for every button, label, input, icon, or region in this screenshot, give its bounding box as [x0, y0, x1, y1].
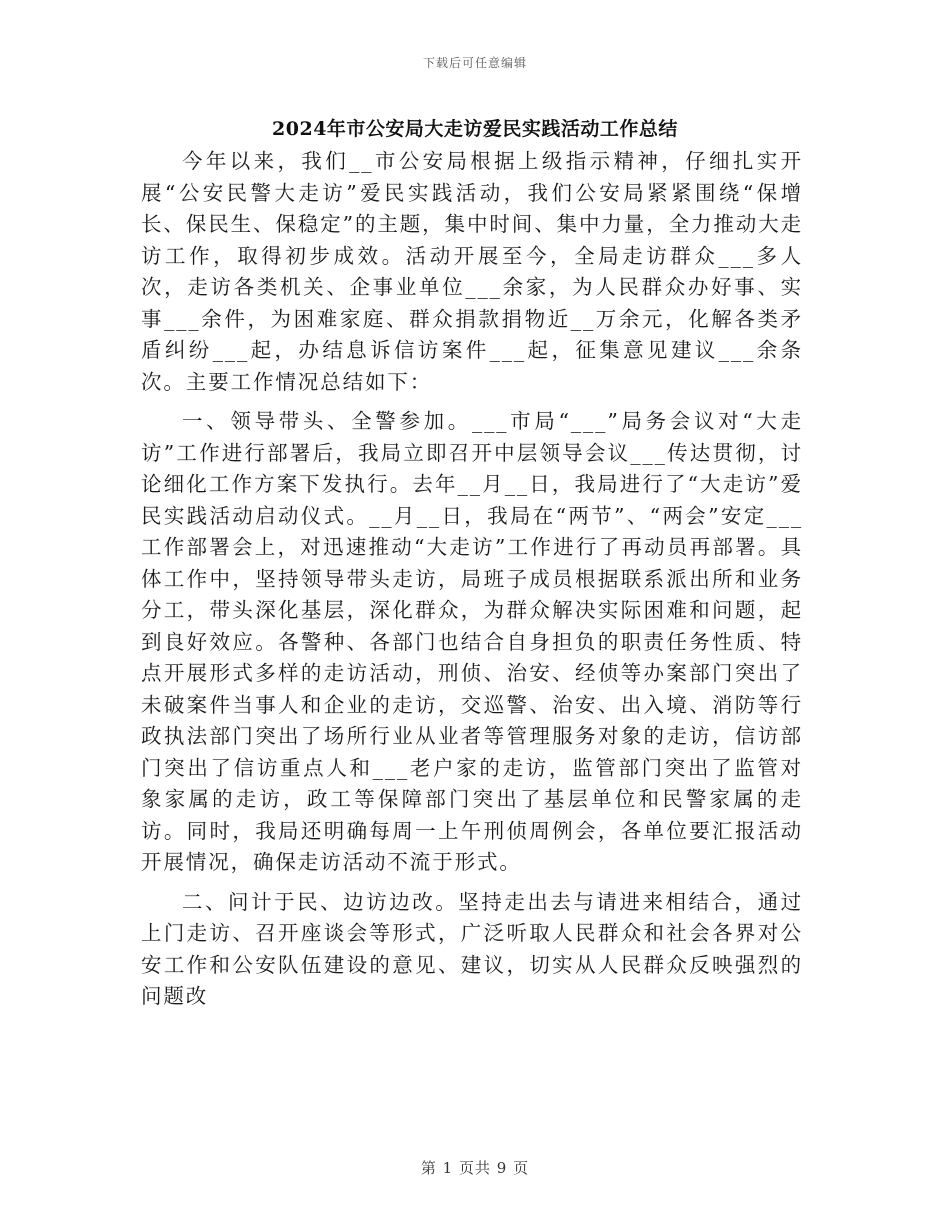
- document-title: 2024年市公安局大走访爱民实践活动工作总结: [272, 118, 678, 140]
- document-body: [141, 146, 803, 1013]
- download-note: 下载后可任意编辑: [422, 56, 527, 70]
- paragraph-intro: 今年以来，我们__市公安局根据上级指示精神，仔细扎实开展“公安民警大走访”爱民实践活动，我们公安局紧紧围绕“保增长、保民生、保稳定”的主题，集中时间、集中力量，全力推动大走访工作，取得初步成效。活动开展至今，全局走访群众___多人次，走访各类机关、企事业单位___余家，为人民群众办好事、实事___余件，为困难家庭、群众捐款捐物近__万余元，化解各类矛盾纠纷___起，办结息诉信访案件___起，征集意见建议___余条次。主要工作情况总结如下：: [141, 149, 803, 394]
- paragraph-section-1: 一、领导带头、全警参加。___市局“___”局务会议对“大走访”工作进行部署后，我局立即召开中层领导会议___传达贯彻，讨论细化工作方案下发执行。去年__月__日，我局进行了“大走访”爱民实践活动启动仪式。__月__日，我局在“两节”、“两会”安定___工作部署会上，对迅速推动“大走访”工作进行了再动员再部署。具体工作中，坚持领导带头走访，局班子成员根据联系派出所和业务分工，带头深化基层，深化群众，为群众解决实际困难和问题，起到良好效应。各警种、各部门也结合自身担负的职责任务性质、特点开展形式多样的走访活动，刑侦、治安、经侦等办案部门突出了未破案件当事人和企业的走访，交巡警、治安、出入境、消防等行政执法部门突出了场所行业从业者等管理服务对象的走访，信访部门突出了信访重点人和___老户家的走访，监管部门突出了监管对象家属的走访，政工等保障部门突出了基层单位和民警家属的走访。同时，我局还明确每周一上午刑侦周例会，各单位要汇报活动开展情况，确保走访活动不流于形式。: [141, 409, 803, 874]
- page-number: 第 1 页共 9 页: [420, 1159, 530, 1177]
- paragraph-section-2: 二、问计于民、边访边改。坚持走出去与请进来相结合，通过上门走访、召开座谈会等形式，广泛听取人民群众和社会各界对公安工作和公安队伍建设的意见、建议，切实从人民群众反映强烈的问题改: [141, 889, 803, 1008]
